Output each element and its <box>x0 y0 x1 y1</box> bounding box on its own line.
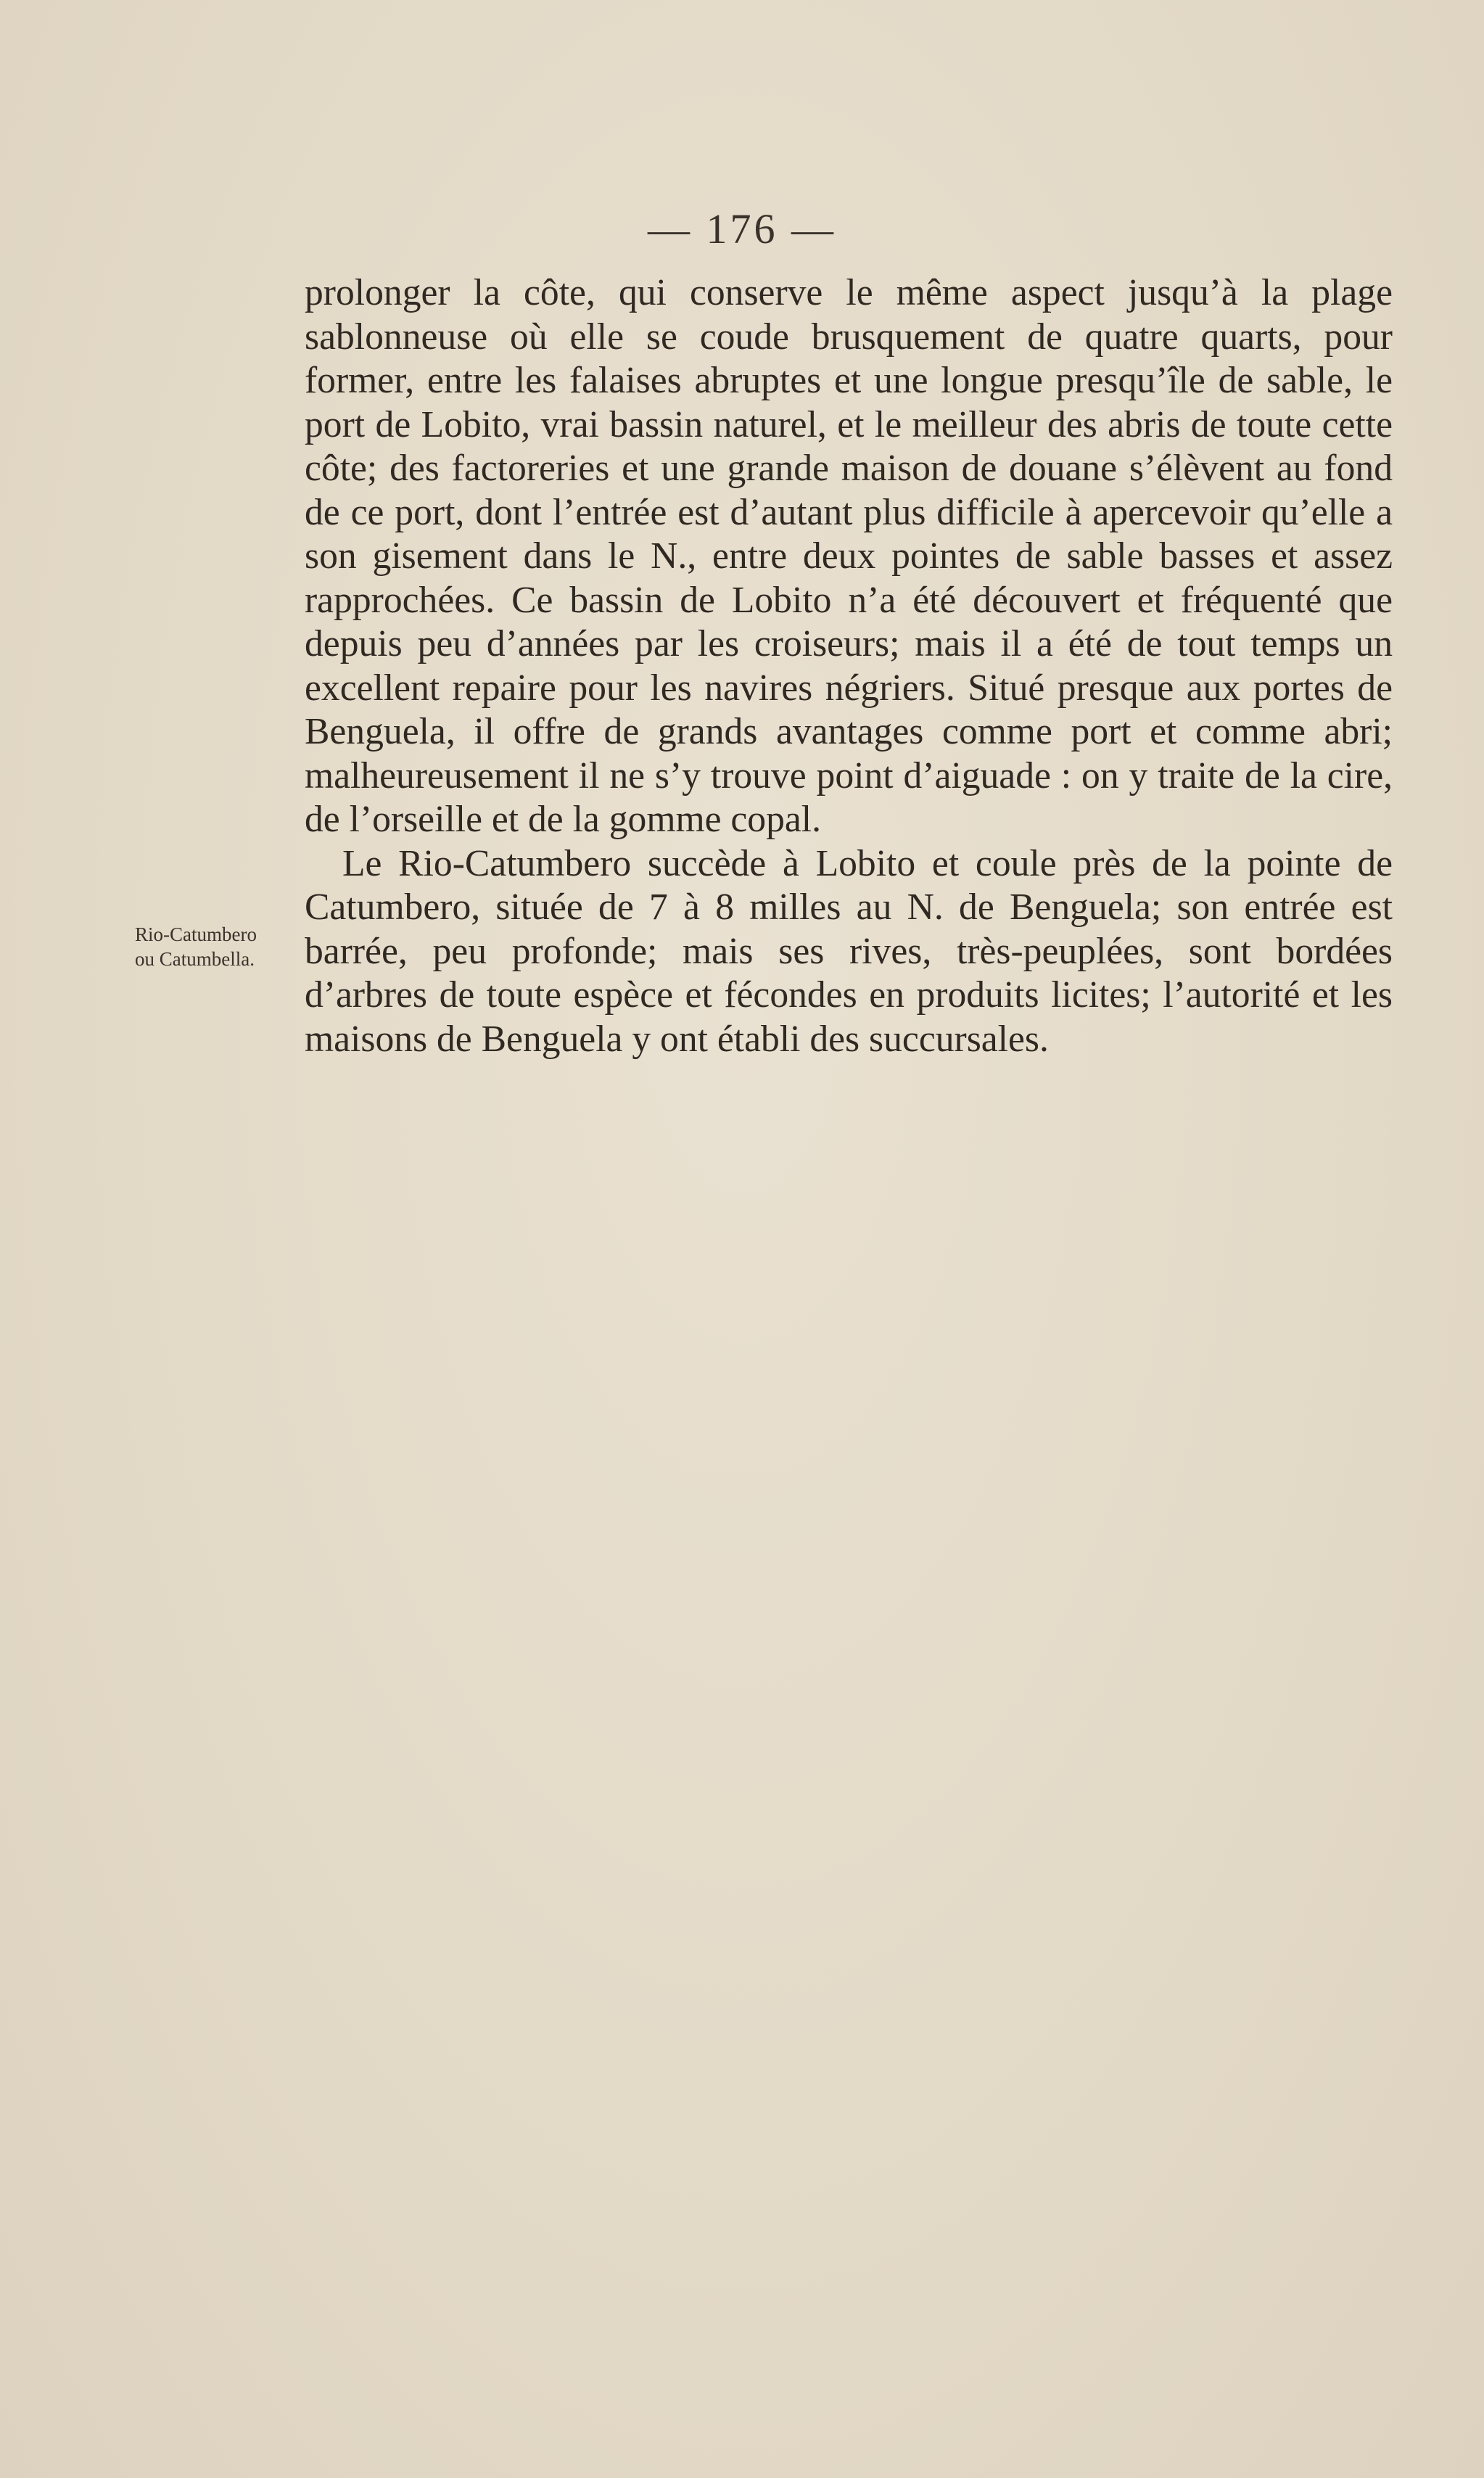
page-number: — 176 — <box>648 205 836 252</box>
margin-note <box>135 922 294 971</box>
paragraph-1: prolonger la côte, qui conserve le même aspect jusqu’à la plage sablonneuse où elle se coude brusquement de quatre quarts, pour former, entre les falaises abruptes et une longue presqu’île de sable, le port de Lobito, vrai bassin naturel, et le meilleur des abris de toute cette côte; des factoreries et une grande maison de douane s’élèvent au fond de ce port, dont l’entrée est d’autant plus difficile à apercevoir qu’elle a son gisement dans le N., entre deux pointes de sable basses et assez rapprochées. Ce bassin de Lobito n’a été découvert et fréquenté que depuis peu d’années par les croiseurs; mais il a été de tout temps un excellent repaire pour les navires négriers. Situé presque aux portes de Benguela, il offre de grands avantages comme port et comme abri; malheureusement il ne s’y trouve point d’aiguade : on y traite de la cire, de l’orseille et de la gomme copal. <box>305 272 1393 840</box>
margin-note-line-2: ou Catumbella. <box>135 948 255 970</box>
body-text <box>305 271 1393 1061</box>
margin-note-line-1: Rio-Catumbero <box>135 923 257 945</box>
paragraph-2: Le Rio-Catumbero succède à Lobito et coule près de la pointe de Catumbero, située de 7 à 8 milles au N. de Benguela; son entrée est barrée, peu profonde; mais ses rives, très-peuplées, sont bordées d’arbres de toute espèce et fécondes en produits licites; l’autorité et les maisons de Benguela y ont établi des succursales. <box>305 842 1393 1060</box>
